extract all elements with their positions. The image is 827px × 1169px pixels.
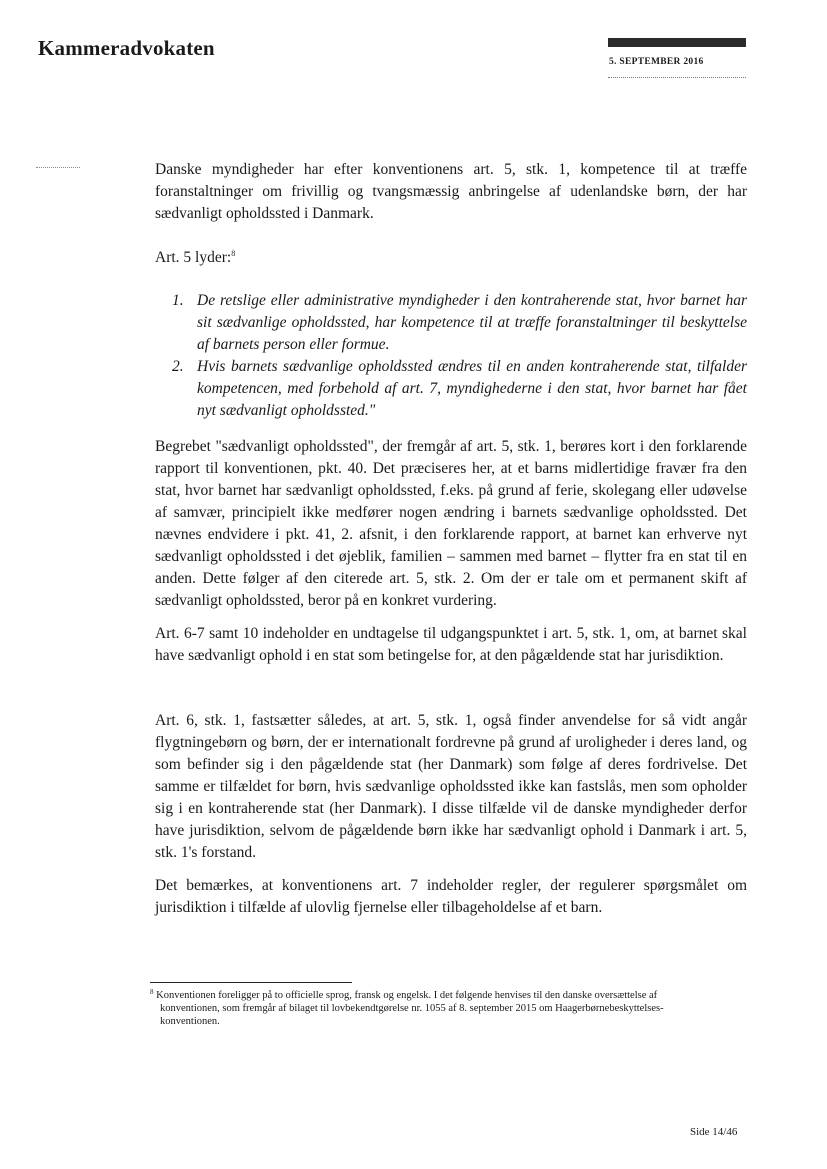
paragraph-6: Det bemærkes, at konventionens art. 7 indeholder regler, der regulerer spørgsmålet om jurisdiktion i tilfælde af ulovlig fjernelse eller tilbageholdelse af et barn. xyxy=(155,877,747,916)
paragraph-art5-intro xyxy=(155,247,747,269)
quote-item xyxy=(172,356,747,422)
quote-item-text: Hvis barnets sædvanlige opholdssted ændres til en anden kontraherende stat, tilfalder kompetencen, med forbehold af art. 7, myndighederne i den stat, hvor barnet har fået nyt sædvanligt opholdssted." xyxy=(197,358,747,419)
footnote-divider xyxy=(150,982,352,983)
quote-item xyxy=(172,290,747,356)
paragraph-1: Danske myndigheder har efter konventionens art. 5, stk. 1, kompetence til at træffe foranstaltninger om frivillig og tvangsmæssig anbringelse af udenlandske børn, der har sædvanligt opholdssted i Danmark. xyxy=(155,161,747,222)
page-number: Side 14/46 xyxy=(690,1126,738,1138)
paragraph-3: Begrebet "sædvanligt opholdssted", der fremgår af art. 5, stk. 1, berøres kort i den forklarende rapport til konventionen, pkt. 40. Det præciseres her, at et barns midlertidige fravær fra den stat, hvor barnet har sædvanligt opholdssted, f.eks. på grund af ferie, skolegang eller udøvelse af samvær, principielt ikke medfører nogen ændring i barnets sædvanlige opholdssted. Det nævnes endvidere i pkt. 41, 2. afsnit, i den forklarende rapport, at barnet kan erhverve nyt sædvanligt opholdssted i det øjeblik, familien – sammen med barnet – flytter fra en stat til en anden. Dette følger af den citerede art. 5, stk. 2. Om der er tale om et permanent skift af sædvanligt opholdssted, beror på en konkret vurdering. xyxy=(155,438,747,609)
art5-quote xyxy=(172,290,747,422)
brand-name: Kammeradvokaten xyxy=(38,36,215,60)
footnote-text-1: Konventionen foreligger på to officielle sprog, fransk og engelsk. I det følgende henvises til den danske oversættelse af xyxy=(156,990,658,1001)
margin-mark xyxy=(36,167,80,168)
footnote-number: 8 xyxy=(150,988,154,996)
header-divider xyxy=(608,77,746,78)
footnote-line-2: konventionen, som fremgår af bilaget til lovbekendtgørelse nr. 1055 af 8. september 2015 om Haagerbørnebeskyttelses- xyxy=(160,1003,664,1014)
footnote-line-3: konventionen. xyxy=(160,1016,220,1027)
footnote-line-1 xyxy=(150,989,747,1002)
paragraph-4: Art. 6-7 samt 10 indeholder en undtagelse til udgangspunktet i art. 5, stk. 1, om, at barnet skal have sædvanligt ophold i en stat som betingelse for, at den pågældende stat har jurisdiktion. xyxy=(155,625,747,664)
footnote-ref: 8 xyxy=(231,249,236,258)
quote-item-number: 1. xyxy=(172,292,184,309)
quote-item-number: 2. xyxy=(172,358,184,375)
quote-item-text: De retslige eller administrative myndigheder i den kontraherende stat, hvor barnet har sit sædvanlige opholdssted, har kompetence til at træffe foranstaltninger til beskyttelse af barnets person eller formue. xyxy=(197,292,747,353)
header-date: 5. SEPTEMBER 2016 xyxy=(609,57,704,67)
footnote xyxy=(150,989,747,1028)
art5-intro-text: Art. 5 lyder: xyxy=(155,249,232,266)
paragraph-5: Art. 6, stk. 1, fastsætter således, at art. 5, stk. 1, også finder anvendelse for så vidt angår flygtningebørn og børn, der er internationalt fordrevne på grund af uroligheder i deres land, og som befinder sig i den pågældende stat (her Danmark) som følge af deres fordrivelse. Det samme er tilfældet for børn, hvis sædvanlige opholdssted ikke kan fastslås, men som opholder sig i en kontraherende stat (her Danmark). I disse tilfælde vil de danske myndigheder derfor have jurisdiktion, selvom de pågældende børn ikke har sædvanligt ophold i Danmark i art. 5, stk. 1's forstand. xyxy=(155,712,747,861)
header-bar xyxy=(608,38,746,47)
